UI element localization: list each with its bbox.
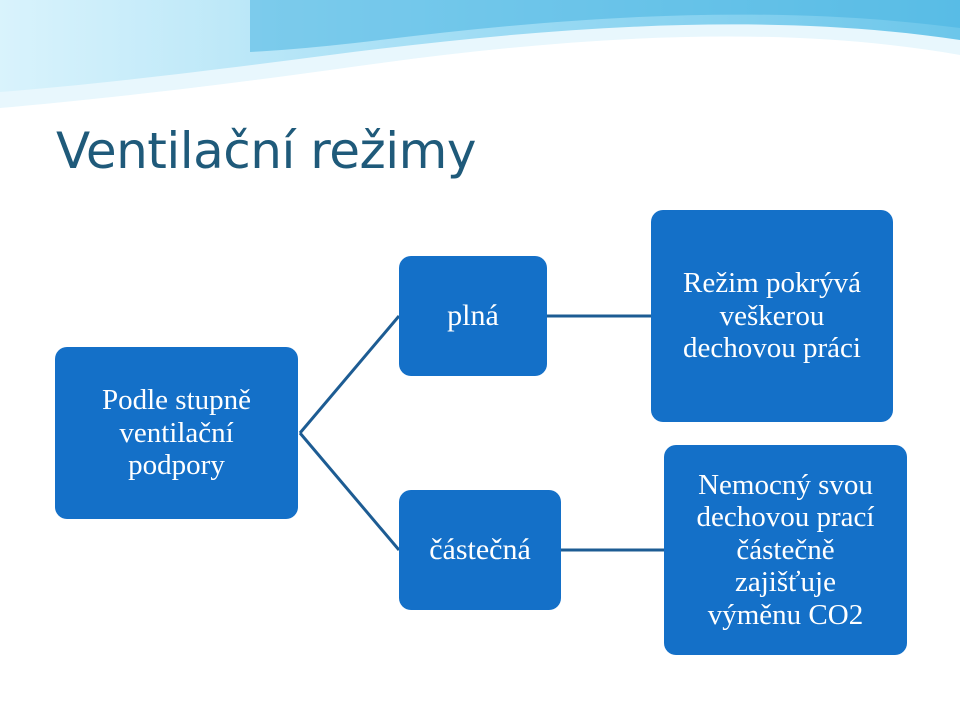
description-line: výměnu CO2	[707, 598, 864, 631]
root-node-box	[55, 347, 298, 519]
description-line: dechovou prací	[696, 501, 875, 534]
mode-castecna-label: částečná	[429, 533, 531, 567]
connector-root-to-plna	[300, 316, 399, 433]
description-line: veškerou	[719, 299, 825, 332]
mode-castecna-box	[399, 490, 561, 610]
page-title: Ventilační režimy	[56, 122, 476, 180]
description-line: dechovou práci	[683, 332, 861, 365]
root-node-line: Podle stupně	[101, 384, 252, 417]
description-line: zajišťuje	[735, 566, 836, 599]
mode-plna-label: plná	[447, 299, 499, 333]
full-mode-description-box	[651, 210, 893, 422]
mode-plna-box	[399, 256, 547, 376]
partial-mode-description-box	[664, 445, 907, 655]
description-line: Režim pokrývá	[683, 267, 861, 300]
description-line: Nemocný svou	[698, 468, 873, 501]
description-line: částečně	[736, 533, 835, 566]
root-node-line: ventilační	[119, 416, 234, 449]
root-node-line: podpory	[128, 449, 225, 482]
connector-root-to-castecna	[300, 433, 399, 550]
